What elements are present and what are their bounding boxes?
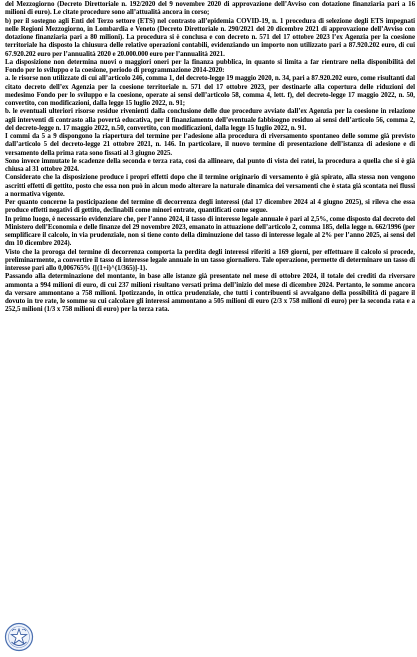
paragraph-considerato: Considerato che la disposizione produce i propri effetti dopo che il termine originario di versamento è già spirato, alla stessa non vengono ascritti effetti di gettito, posto che essa non può in alcun modo alterare la naturale dinamica dei versamenti che è stata già scontata nei flussi a normativa vigente. xyxy=(5,173,415,198)
paragraph-point-b: b. le eventuali ulteriori risorse residue rivenienti dalla conclusione delle due procedure avviate dall’ex Agenzia per la coesione in relazione agli interventi di contrasto alla povertà educativa, per il finanziamento dell’eventuale fabbisogno residuo ai sensi dell’articolo 56, comma 2, del decreto-legge n. 17 maggio 2022, n.50, convertito, con modificazioni, dalla legge 15 luglio 2022, n. 91. xyxy=(5,107,415,132)
paragraph-point-a: a. le risorse non utilizzate di cui all’articolo 246, comma 1, del decreto-legge 19 maggio 2020, n. 34, pari a 87.920.202 euro, come risultanti dal citato decreto dell’ex Agenzia per la coesione territoriale n. 571 del 17 ottobre 2023, per destinarle alla copertura delle riduzioni del medesimo Fondo per lo sviluppo e la coesione, operate ai sensi dell’articolo 58, comma 4, lett. f), del decreto-legge 17 maggio 2022, n. 50, convertito, con modificazioni, dalla legge 15 luglio 2022, n. 91; xyxy=(5,74,415,107)
paragraph-montante: Passando alla determinazione del montante, in base alle istanze già presentate nel mese di ottobre 2024, il totale dei crediti da riversare ammonta a 994 milioni di euro, di cui 237 milioni risultano versati prima dell’inizio del mese di dicembre 2024. Pertanto, le somme ancora da versare ammontano a 758 milioni. Ipotizzando, in ottica prudenziale, che tutti i contribuenti si avvalgano della possibilità di pagare il dovuto in tre rate, le somme su cui calcolare gli interessi ammontano a 505 milioni di euro (2/3 x 758 milioni di euro) per la seconda rata e a 252,5 milioni (1/3 x 758 milioni di euro) per la terza rata. xyxy=(5,272,415,314)
italian-republic-emblem-icon xyxy=(4,622,34,652)
paragraph-scadenze: Sono invece immutate le scadenze della seconda e terza rata, così da allineare, dal punto di vista dei ratei, la procedura a quella che si è già chiusa al 31 ottobre 2024. xyxy=(5,156,415,173)
paragraph-intro-continuation: del Mezzogiorno (Decreto Direttoriale n. 192/2020 del 9 novembre 2020 di approvazione dell’Avviso con dotazione finanziaria pari a 16 milioni di euro). Le citate procedure sono all’attualità ancora in corso; xyxy=(5,0,415,17)
paragraph-commi-5-9: I commi da 5 a 9 dispongono la riapertura del termine per l’adesione alla procedura di riversamento spontaneo delle somme già previsto dall’articolo 5 del decreto-legge 21 ottobre 2021, n. 146. In particolare, il nuovo termine di presentazione dell’istanza di adesione e di versamento della prima rata sono fissati al 3 giugno 2025. xyxy=(5,132,415,157)
document-body xyxy=(5,0,415,314)
paragraph-tasso-giornaliero: Visto che la proroga del termine di decorrenza comporta la perdita degli interessi riferiti a 169 giorni, per effettuare il calcolo si procede, preliminarmente, a convertire il tasso di interesse legale annuale in un tasso giornaliero. Tale operazione, permette di determinare un tasso di interesse pari allo 0,006765% {[(1+i)^(1/365)]-1}. xyxy=(5,247,415,272)
paragraph-tasso-legale: In primo luogo, è necessario evidenziare che, per l’anno 2024, il tasso di interesse legale annuale è pari al 2,5%, come disposto dal decreto del Ministero dell’Economia e delle finanze del 29 novembre 2023, emanato in attuazione dell’articolo 2, comma 185, della legge n. 662/1996 (per semplificare il calcolo, in via prudenziale, non si tiene conto della diminuzione del tasso di interesse legale al 2% per l’anno 2025, ai sensi del dm 10 dicembre 2024). xyxy=(5,214,415,248)
paragraph-no-new-charges: La disposizione non determina nuovi o maggiori oneri per la finanza pubblica, in quanto si limita a far rientrare nella disponibilità del Fondo per lo sviluppo e la coesione, periodo di programmazione 2014-2020: xyxy=(5,57,415,74)
paragraph-posticipazione: Per quanto concerne la posticipazione del termine di decorrenza degli interessi (dal 17 dicembre 2024 al 4 giugno 2025), si rileva che essa produce effetti negativi di gettito, declinabili come minori entrate, quantificati come segue. xyxy=(5,198,415,215)
paragraph-item-b-ets: b) per il sostegno agli Enti del Terzo settore (ETS) nel contrasto all’epidemia COVID-19, n. 1 procedura di selezione degli ETS impegnati nelle Regioni Mezzogiorno, in Lombardia e Veneto (Decreto Direttoriale n. 290/2021 del 20 dicembre 2021 di approvazione dell’Avviso con dotazione finanziaria pari a 80 milioni). La procedura si è conclusa e con decreto n. 571 del 17 ottobre 2023 l’ex Agenzia per la coesione territoriale ha disposto la chiusura delle relative operazioni contabili, evidenziando un importo non utilizzato pari a 87.920.202 euro, di cui 67.920.202 euro per l’annualità 2020 e 20.000.000 euro per l’annualità 2021. xyxy=(5,16,415,58)
